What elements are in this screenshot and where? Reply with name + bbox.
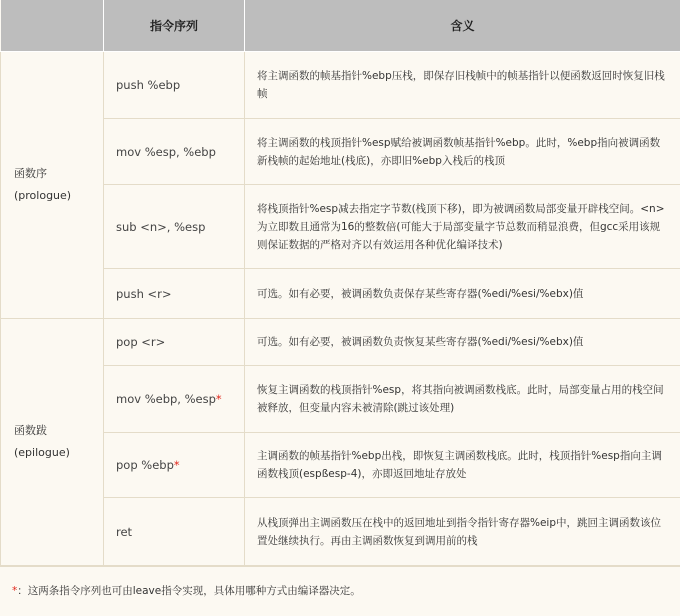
group-label-en: (epilogue) [14,446,70,459]
group-label: 函数序 [14,167,47,180]
footnote-star: * [215,392,222,406]
header-instruction-sequence: 指令序列 [104,0,245,52]
footnote-text: ：这两条指令序列也可由leave指令实现，具体用哪种方式由编译器决定。 [17,585,361,597]
description-cell: 将主调函数的帧基指针%ebp压栈，即保存旧栈帧中的帧基指针以便函数返回时恢复旧栈帧 [245,52,680,119]
group-cell-epilogue [1,319,104,566]
description-cell: 恢复主调函数的栈顶指针%esp，将其指向被调函数栈底。此时，局部变量占用的栈空间被释放，但变量内容未被清除(跳过该处理) [245,366,680,433]
description-cell: 主调函数的帧基指针%ebp出栈，即恢复主调函数栈底。此时，栈顶指针%esp指向主调函数栈顶(espßesp-4)，亦即返回地址存放处 [245,433,680,498]
instruction-cell [104,433,245,498]
table-row [1,52,680,119]
footnote-star: * [12,584,18,597]
group-cell-prologue [1,52,104,319]
group-label-en: (prologue) [14,189,72,202]
instruction-text: ret [116,524,133,539]
instruction-cell: push <r> [104,269,245,319]
header-meaning: 含义 [245,0,680,52]
instruction-cell [104,498,245,566]
table-row [1,319,680,366]
instruction-text: mov %ebp, %esp [116,392,216,406]
description-cell: 将栈顶指针%esp减去指定字节数(栈顶下移)，即为被调函数局部变量开辟栈空间。<n>为立即数且通常为16的整数倍(可能大于局部变量字节总数而稍显浪费，但gcc采用该规则保证数据的严格对齐以有效运用各种优化编译技术) [245,185,680,269]
footnote-star: * [173,458,180,472]
description-cell: 可选。如有必要，被调函数负责恢复某些寄存器(%edi/%esi/%ebx)值 [245,319,680,366]
instruction-cell: push %ebp [104,52,245,119]
group-label: 函数跋 [14,424,47,437]
description-cell: 从栈顶弹出主调函数压在栈中的返回地址到指令指针寄存器%eip中，跳回主调函数该位置处继续执行。再由主调函数恢复到调用前的栈 [245,498,680,566]
table-header-row [1,0,680,52]
instruction-text: pop %ebp [116,458,174,472]
instruction-text: pop <r> [116,335,166,349]
description-cell: 将主调函数的栈顶指针%esp赋给被调函数帧基指针%ebp。此时，%ebp指向被调函数新栈帧的起始地址(栈底)，亦即旧%ebp入栈后的栈顶 [245,119,680,185]
instruction-cell: mov %esp, %ebp [104,119,245,185]
footnote [0,566,680,614]
description-cell: 可选。如有必要，被调函数负责保存某些寄存器(%edi/%esi/%ebx)值 [245,269,680,319]
header-category [1,0,104,52]
instruction-cell: sub <n>, %esp [104,185,245,269]
instruction-cell [104,319,245,366]
instruction-cell [104,366,245,433]
